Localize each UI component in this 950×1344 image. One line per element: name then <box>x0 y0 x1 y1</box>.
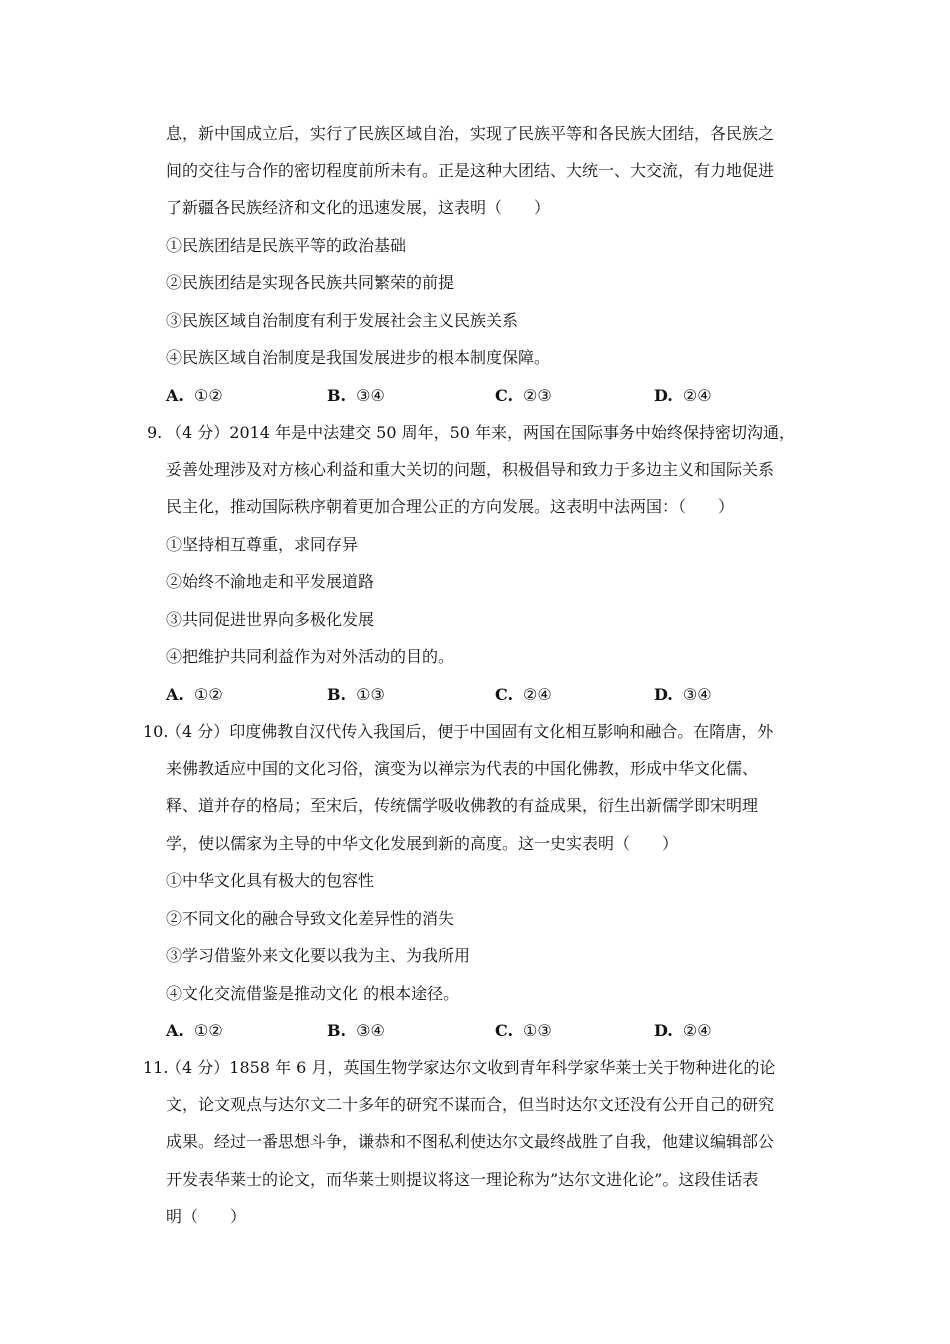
q8-stem-line-2: 间的交往与合作的密切程度前所未有。正是这种大团结、大统一、大交流，有力地促进 <box>166 161 775 180</box>
q11-stem-line-2: 文，论文观点与达尔文二十多年的研究不谋而合，但当时达尔文还没有公开自己的研究 <box>166 1095 775 1114</box>
q8-choice-a: A. ①② <box>166 386 223 405</box>
q11-stem-line-4: 开发表华莱士的论文，而华莱士则提议将这一理论称为”达尔文进化论”。这段佳话表 <box>166 1170 759 1189</box>
q10-choice-c: C. ①③ <box>495 1021 552 1040</box>
q10-choice-d: D. ②④ <box>654 1021 712 1040</box>
q10-stem-line-4: 学，使以儒家为主导的中华文化发展到新的高度。这一史实表明（ ） <box>166 834 679 853</box>
q9-option-3: ③共同促进世界向多极化发展 <box>166 610 375 629</box>
q8-option-1: ①民族团结是民族平等的政治基础 <box>166 236 407 255</box>
q9-stem-line-1: （4 分）2014 年是中法建交 50 周年，50 年来，两国在国际事务中始终保持密切沟通， <box>166 423 796 442</box>
q10-choice-b: B. ③④ <box>327 1021 385 1040</box>
q9-option-4: ④把维护共同利益作为对外活动的目的。 <box>166 647 455 666</box>
q10-stem-line-1: （4 分）印度佛教自汉代传入我国后，便于中国固有文化相互影响和融合。在隋唐，外 <box>166 722 774 741</box>
q11-stem-line-5: 明（ ） <box>166 1207 247 1226</box>
q9-choice-a: A. ①② <box>166 685 223 704</box>
q10-option-1: ①中华文化具有极大的包容性 <box>166 871 375 890</box>
q9-choice-d: D. ③④ <box>654 685 712 704</box>
q11-stem-line-3: 成果。经过一番思想斗争，谦恭和不图私利使达尔文最终战胜了自我，他建议编辑部公 <box>166 1132 775 1151</box>
q9-option-2: ②始终不渝地走和平发展道路 <box>166 572 375 591</box>
q8-stem-line-3: 了新疆各民族经济和文化的迅速发展，这表明（ ） <box>166 198 551 217</box>
q10-number: 10. <box>143 722 169 741</box>
q9-number: 9. <box>147 423 163 442</box>
q10-choice-a: A. ①② <box>166 1021 223 1040</box>
q10-option-4: ④文化交流借鉴是推动文化 的根本途径。 <box>166 984 460 1003</box>
q10-stem-line-3: 释、道并存的格局；至宋后，传统儒学吸收佛教的有益成果，衍生出新儒学即宋明理 <box>166 796 759 815</box>
q9-choice-b: B. ①③ <box>327 685 385 704</box>
q11-number: 11. <box>143 1058 169 1077</box>
q8-choice-b: B. ③④ <box>327 386 385 405</box>
q10-option-3: ③学习借鉴外来文化要以我为主、为我所用 <box>166 946 471 965</box>
q8-option-2: ②民族团结是实现各民族共同繁荣的前提 <box>166 273 455 292</box>
q10-stem-line-2: 来佛教适应中国的文化习俗，演变为以禅宗为代表的中国化佛教，形成中华文化儒、 <box>166 759 759 778</box>
q8-choice-d: D. ②④ <box>654 386 712 405</box>
q11-stem-line-1: （4 分）1858 年 6 月，英国生物学家达尔文收到青年科学家华莱士关于物种进化的论 <box>166 1058 776 1077</box>
q8-choice-c: C. ②③ <box>495 386 552 405</box>
q8-option-3: ③民族区域自治制度有利于发展社会主义民族关系 <box>166 311 519 330</box>
q9-choice-c: C. ②④ <box>495 685 552 704</box>
q8-stem-line-1: 息，新中国成立后，实行了民族区域自治，实现了民族平等和各民族大团结，各民族之 <box>166 124 775 143</box>
q8-option-4: ④民族区域自治制度是我国发展进步的根本制度保障。 <box>166 348 551 367</box>
q9-option-1: ①坚持相互尊重，求同存异 <box>166 535 359 554</box>
q9-stem-line-3: 民主化，推动国际秩序朝着更加合理公正的方向发展。这表明中法两国：（ ） <box>166 497 735 516</box>
q9-stem-line-2: 妥善处理涉及对方核心利益和重大关切的问题，积极倡导和致力于多边主义和国际关系 <box>166 460 775 479</box>
q10-option-2: ②不同文化的融合导致文化差异性的消失 <box>166 909 455 928</box>
